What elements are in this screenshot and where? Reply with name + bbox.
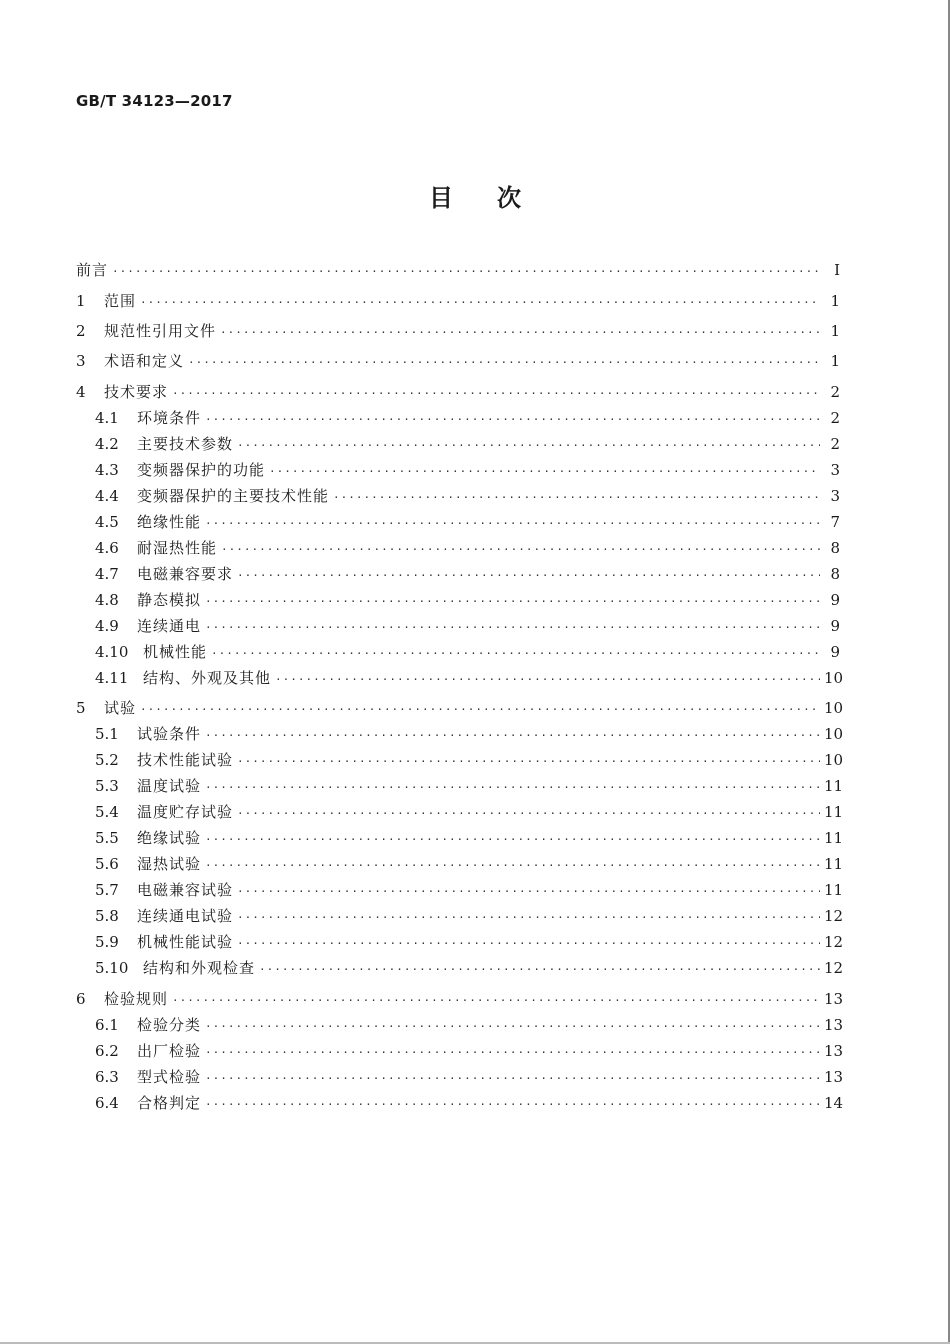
toc-entry-page: 12 (824, 933, 844, 951)
toc-entry-label: 电磁兼容要求 (137, 565, 234, 583)
toc-dot-leader (237, 933, 820, 955)
toc-entry-label: 检验分类 (137, 1016, 202, 1034)
toc-entry (76, 350, 840, 372)
toc-dot-leader (221, 539, 820, 561)
toc-entry-page: 11 (824, 881, 844, 899)
toc-entry-number: 5.8 (95, 907, 119, 925)
toc-dot-leader (205, 855, 820, 877)
toc-entry-number: 6 (76, 990, 86, 1008)
document-code: GB/T 34123—2017 (76, 92, 233, 110)
toc-entry-label: 机械性能 (143, 643, 208, 661)
toc-entry-number: 5.3 (95, 777, 119, 795)
toc-entry-number: 1 (76, 292, 86, 310)
toc-entry (95, 879, 844, 901)
toc-entry-label: 技术性能试验 (137, 751, 234, 769)
toc-entry-number: 4.8 (95, 591, 119, 609)
toc-entry-label: 术语和定义 (104, 352, 185, 370)
toc-entry (95, 1014, 844, 1036)
toc-entry-number: 4 (76, 383, 86, 401)
toc-entry-number: 5.2 (95, 751, 119, 769)
toc-entry-page: 9 (830, 617, 840, 635)
toc-entry-page: 8 (830, 539, 840, 557)
toc-dot-leader (205, 617, 820, 639)
toc-entry-number: 3 (76, 352, 86, 370)
toc-dot-leader (205, 513, 820, 535)
toc-entry-number: 4.5 (95, 513, 119, 531)
toc-entry-page: 2 (830, 383, 840, 401)
toc-entry (95, 749, 844, 771)
toc-entry-page: 10 (824, 699, 844, 717)
toc-dot-leader (205, 1068, 820, 1090)
toc-entry-page: 11 (824, 777, 844, 795)
toc-entry (95, 775, 844, 797)
toc-dot-leader (205, 829, 820, 851)
toc-entry-page: 3 (830, 487, 840, 505)
toc-entry-label: 合格判定 (137, 1094, 202, 1112)
toc-dot-leader (112, 261, 820, 283)
toc-entry-page: 1 (830, 322, 840, 340)
toc-entry-label: 检验规则 (104, 990, 169, 1008)
toc-dot-leader (237, 881, 820, 903)
toc-entry (76, 697, 844, 719)
toc-entry-number: 5.7 (95, 881, 119, 899)
toc-entry-number: 5.10 (95, 959, 129, 977)
toc-entry-label: 主要技术参数 (137, 435, 234, 453)
toc-entry (76, 290, 840, 312)
toc-dot-leader (140, 292, 820, 314)
toc-entry-label: 变频器保护的主要技术性能 (137, 487, 330, 505)
toc-entry-label: 结构和外观检查 (143, 959, 256, 977)
toc-dot-leader (205, 725, 820, 747)
toc-dot-leader (205, 1016, 820, 1038)
toc-entry (95, 615, 840, 637)
toc-entry-number: 2 (76, 322, 86, 340)
toc-dot-leader (205, 777, 820, 799)
toc-entry-label: 变频器保护的功能 (137, 461, 266, 479)
toc-entry (95, 905, 844, 927)
toc-entry-page: 7 (830, 513, 840, 531)
toc-entry-label: 绝缘试验 (137, 829, 202, 847)
toc-entry-page: 14 (824, 1094, 844, 1112)
toc-entry (95, 1066, 844, 1088)
toc-entry (95, 511, 840, 533)
toc-entry (95, 485, 840, 507)
toc-entry-label: 连续通电 (137, 617, 202, 635)
toc-entry-label: 范围 (104, 292, 137, 310)
toc-entry-page: 9 (830, 591, 840, 609)
toc-entry (76, 988, 844, 1010)
toc-entry-label: 绝缘性能 (137, 513, 202, 531)
toc-entry (76, 320, 840, 342)
toc-dot-leader (237, 907, 820, 929)
toc-entry-label: 规范性引用文件 (104, 322, 217, 340)
toc-entry (95, 827, 844, 849)
toc-dot-leader (211, 643, 820, 665)
toc-entry-number: 4.3 (95, 461, 119, 479)
toc-entry-number: 4.6 (95, 539, 119, 557)
toc-entry (95, 931, 844, 953)
toc-entry-page: 10 (824, 725, 844, 743)
toc-dot-leader (205, 1042, 820, 1064)
toc-entry-number: 5.6 (95, 855, 119, 873)
toc-entry-label: 电磁兼容试验 (137, 881, 234, 899)
toc-entry-page: 8 (830, 565, 840, 583)
toc-entry-number: 4.4 (95, 487, 119, 505)
toc-entry-number: 4.11 (95, 669, 129, 687)
toc-entry-label: 环境条件 (137, 409, 202, 427)
toc-entry-page: 12 (824, 959, 844, 977)
toc-entry-label: 温度试验 (137, 777, 202, 795)
toc-entry (95, 407, 840, 429)
toc-entry-number: 5.5 (95, 829, 119, 847)
toc-dot-leader (333, 487, 820, 509)
toc-entry-page: 11 (824, 855, 844, 873)
toc-entry-number: 5.4 (95, 803, 119, 821)
toc-dot-leader (188, 352, 820, 374)
toc-entry-page: 11 (824, 803, 844, 821)
toc-entry-label: 试验条件 (137, 725, 202, 743)
toc-entry-page: 13 (824, 1016, 844, 1034)
toc-entry-number: 4.9 (95, 617, 119, 635)
toc-entry-label: 结构、外观及其他 (143, 669, 272, 687)
toc-dot-leader (269, 461, 820, 483)
toc-entry-number: 6.3 (95, 1068, 119, 1086)
toc-entry-page: 13 (824, 1042, 844, 1060)
toc-entry (95, 1040, 844, 1062)
toc-entry-page: 1 (830, 292, 840, 310)
toc-entry-page: 13 (824, 990, 844, 1008)
toc-entry (95, 667, 844, 689)
toc-entry (76, 259, 840, 281)
toc-entry-page: 13 (824, 1068, 844, 1086)
toc-entry (95, 433, 840, 455)
toc-entry-label: 湿热试验 (137, 855, 202, 873)
toc-entry-number: 6.1 (95, 1016, 119, 1034)
toc-dot-leader (172, 383, 820, 405)
toc-entry-label: 试验 (104, 699, 137, 717)
toc-dot-leader (237, 803, 820, 825)
toc-dot-leader (237, 435, 820, 457)
toc-dot-leader (259, 959, 820, 981)
toc-entry (95, 853, 844, 875)
toc-dot-leader (140, 699, 820, 721)
toc-entry-number: 4.7 (95, 565, 119, 583)
toc-entry-number: 6.2 (95, 1042, 119, 1060)
toc-entry-page: 2 (830, 435, 840, 453)
toc-entry (95, 537, 840, 559)
toc-dot-leader (237, 751, 820, 773)
toc-entry (95, 563, 840, 585)
toc-entry (95, 589, 840, 611)
toc-entry-page: Ⅰ (834, 261, 840, 279)
toc-entry (95, 801, 844, 823)
toc-entry-page: 11 (824, 829, 844, 847)
toc-dot-leader (237, 565, 820, 587)
toc-entry (76, 381, 840, 403)
toc-entry-label: 机械性能试验 (137, 933, 234, 951)
toc-entry (95, 957, 844, 979)
toc-entry-page: 9 (830, 643, 840, 661)
toc-entry (95, 459, 840, 481)
toc-entry-page: 3 (830, 461, 840, 479)
toc-entry-page: 2 (830, 409, 840, 427)
toc-entry-page: 10 (824, 751, 844, 769)
toc-dot-leader (275, 669, 820, 691)
toc-dot-leader (205, 1094, 820, 1116)
toc-entry-number: 6.4 (95, 1094, 119, 1112)
toc-entry (95, 1092, 844, 1114)
toc-entry-page: 1 (830, 352, 840, 370)
toc-entry-number: 5.1 (95, 725, 119, 743)
toc-entry-page: 12 (824, 907, 844, 925)
toc-entry-label: 出厂检验 (137, 1042, 202, 1060)
toc-entry-number: 4.2 (95, 435, 119, 453)
toc-entry-number: 4.1 (95, 409, 119, 427)
toc-dot-leader (172, 990, 820, 1012)
toc-entry-label: 前言 (76, 261, 109, 279)
toc-entry (95, 723, 844, 745)
toc-dot-leader (205, 409, 820, 431)
toc-dot-leader (205, 591, 820, 613)
toc-entry-page: 10 (824, 669, 844, 687)
toc-entry-label: 技术要求 (104, 383, 169, 401)
toc-dot-leader (220, 322, 820, 344)
toc-entry-number: 5.9 (95, 933, 119, 951)
toc-entry-label: 静态模拟 (137, 591, 202, 609)
toc-entry-label: 耐湿热性能 (137, 539, 218, 557)
toc-entry-label: 型式检验 (137, 1068, 202, 1086)
toc-entry-label: 温度贮存试验 (137, 803, 234, 821)
toc-entry-number: 4.10 (95, 643, 129, 661)
page-title: 目次 (429, 184, 565, 212)
toc-entry-label: 连续通电试验 (137, 907, 234, 925)
toc-entry (95, 641, 840, 663)
toc-entry-number: 5 (76, 699, 86, 717)
